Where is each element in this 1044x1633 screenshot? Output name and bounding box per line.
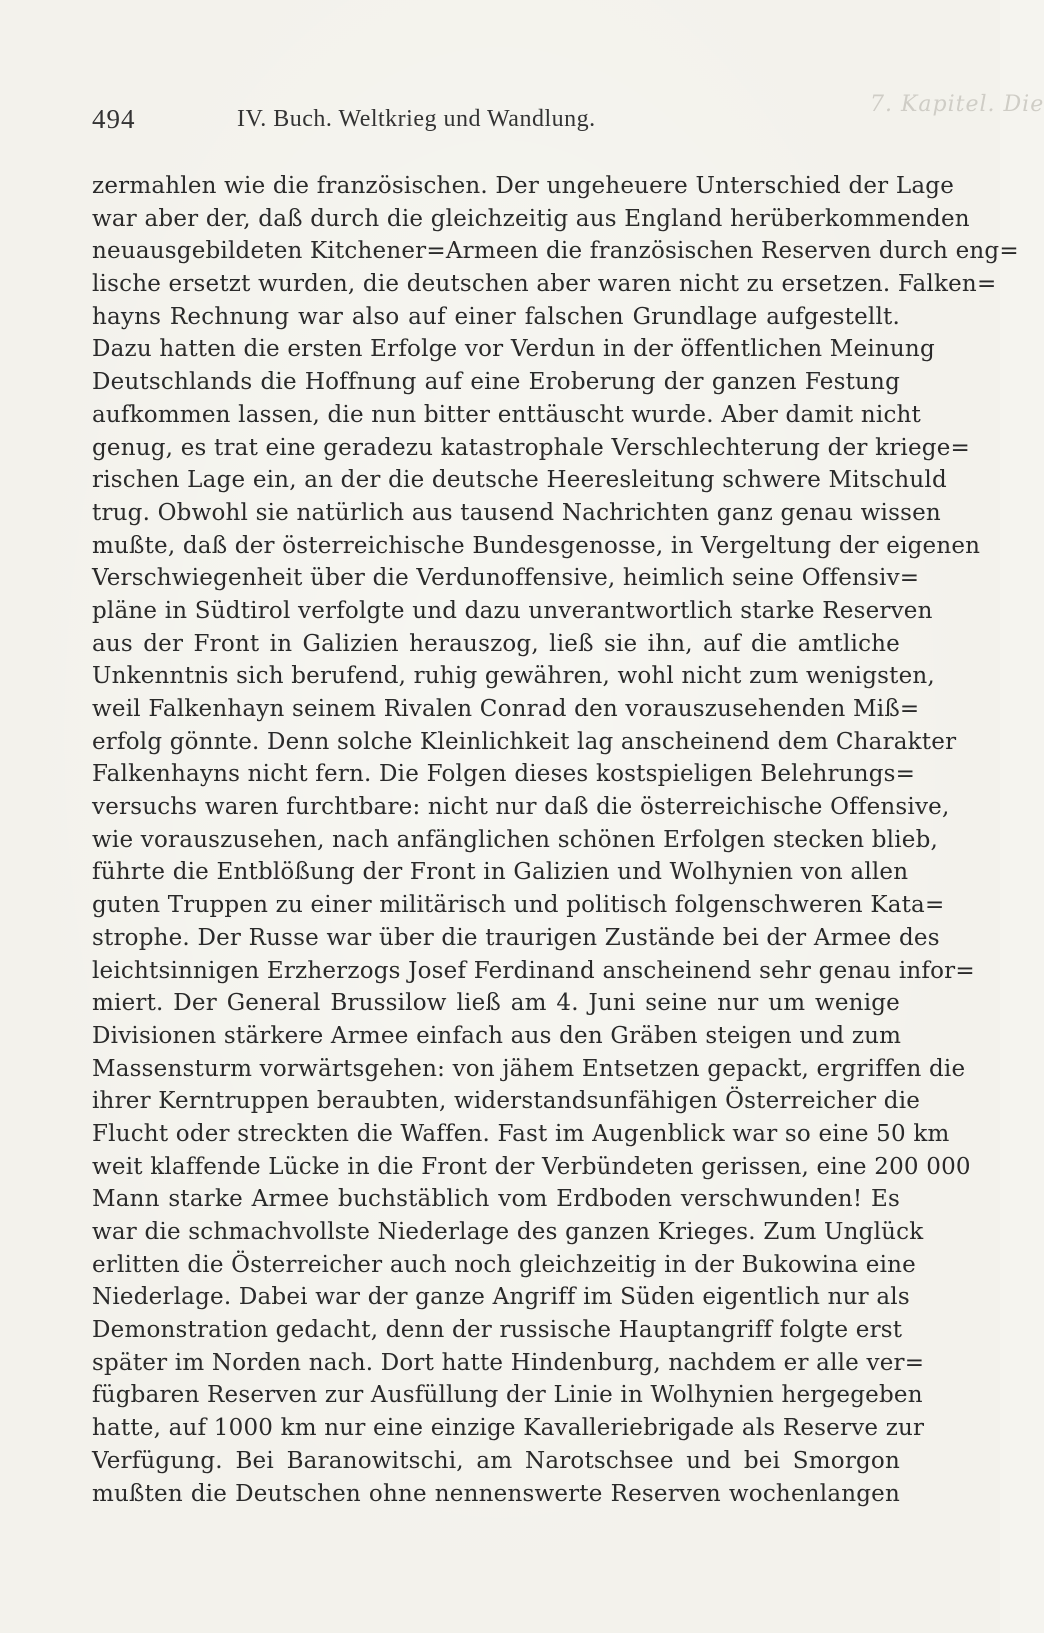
text-line: mußten die Deutschen ohne nennenswerte Reserven wochenlangen: [92, 1480, 900, 1507]
text-line: später im Norden nach. Dort hatte Hindenburg, nachdem er alle ver=: [92, 1349, 925, 1376]
page-header: [92, 104, 892, 140]
text-line: wie vorauszusehen, nach anfänglichen schönen Erfolgen stecken blieb,: [92, 826, 939, 853]
text-line: miert. Der General Brussilow ließ am 4. Juni seine nur um wenige: [92, 990, 900, 1017]
text-line: aus der Front in Galizien herauszog, ließ sie ihn, auf die amtliche: [92, 630, 900, 657]
text-line: versuchs waren furchtbare: nicht nur daß die österreichische Offensive,: [92, 794, 950, 821]
text-line: Flucht oder streckten die Waffen. Fast im Augenblick war so eine 50 km: [92, 1120, 950, 1147]
text-line: Falkenhayns nicht fern. Die Folgen dieses kostspieligen Belehrungs=: [92, 761, 916, 788]
text-line: fügbaren Reserven zur Ausfüllung der Linie in Wolhynien hergegeben: [92, 1382, 923, 1409]
text-line: Mann starke Armee buchstäblich vom Erdboden verschwunden! Es: [92, 1186, 900, 1213]
text-line: Niederlage. Dabei war der ganze Angriff im Süden eigentlich nur als: [92, 1284, 910, 1311]
text-line: weil Falkenhayn seinem Rivalen Conrad den vorauszusehenden Miß=: [92, 696, 920, 722]
text-line: guten Truppen zu einer militärisch und politisch folgenschweren Kata=: [92, 892, 945, 919]
text-line: Massensturm vorwärtsgehen: von jähem Entsetzen gepackt, ergriffen die: [92, 1055, 966, 1082]
text-line: aufkommen lassen, die nun bitter enttäuscht wurde. Aber damit nicht: [92, 401, 921, 428]
text-line: Unkenntnis sich berufend, ruhig gewähren, wohl nicht zum wenigsten,: [92, 663, 935, 690]
text-line: Verschwiegenheit über die Verdunoffensive, heimlich seine Offensiv=: [92, 565, 920, 592]
text-line: hayns Rechnung war also auf einer falschen Grundlage aufgestellt.: [92, 303, 900, 330]
text-line: neuausgebildeten Kitchener=Armeen die französischen Reserven durch eng=: [92, 238, 1019, 265]
text-line: weit klaffende Lücke in die Front der Verbündeten gerissen, eine 200 000: [92, 1153, 971, 1180]
text-line: erlitten die Österreicher auch noch gleichzeitig in der Bukowina eine: [92, 1251, 916, 1278]
bleed-through-text: 7. Kapitel. Die: [870, 92, 1044, 117]
text-line: mußte, daß der österreichische Bundesgenosse, in Vergeltung der eigenen: [92, 532, 981, 559]
text-line: Deutschlands die Hoffnung auf eine Eroberung der ganzen Festung: [92, 369, 900, 396]
text-line: hatte, auf 1000 km nur eine einzige Kavalleriebrigade als Reserve zur: [92, 1415, 925, 1442]
text-line: war aber der, daß durch die gleichzeitig aus England herüberkommenden: [92, 205, 970, 232]
text-line: pläne in Südtirol verfolgte und dazu unverantwortlich starke Reserven: [92, 597, 933, 624]
text-line: lische ersetzt wurden, die deutschen aber waren nicht zu ersetzen. Falken=: [92, 271, 997, 298]
text-line: strophe. Der Russe war über die traurigen Zustände bei der Armee des: [92, 924, 940, 951]
text-line: zermahlen wie die französischen. Der ungeheuere Unterschied der Lage: [92, 173, 955, 199]
text-line: Verfügung. Bei Baranowitschi, am Narotschsee und bei Smorgon: [92, 1447, 900, 1474]
text-line: führte die Entblößung der Front in Galizien und Wolhynien von allen: [92, 859, 909, 886]
text-line: trug. Obwohl sie natürlich aus tausend Nachrichten ganz genau wissen: [92, 499, 941, 526]
running-head: IV. Buch. Weltkrieg und Wandlung.: [237, 106, 596, 132]
text-line: erfolg gönnte. Denn solche Kleinlichkeit lag anscheinend dem Charakter: [92, 728, 957, 755]
text-line: rischen Lage ein, an der die deutsche Heeresleitung schwere Mitschuld: [92, 467, 947, 494]
text-line: war die schmachvollste Niederlage des ganzen Krieges. Zum Unglück: [92, 1219, 924, 1245]
text-line: leichtsinnigen Erzherzogs Josef Ferdinand anscheinend sehr genau infor=: [92, 957, 975, 984]
text-line: Divisionen stärkere Armee einfach aus den Gräben steigen und zum: [92, 1022, 902, 1049]
text-line: ihrer Kerntruppen beraubten, widerstandsunfähigen Österreicher die: [92, 1088, 921, 1115]
text-line: Dazu hatten die ersten Erfolge vor Verdun in der öffentlichen Meinung: [92, 336, 935, 363]
body-text: [92, 170, 1019, 1510]
text-line: genug, es trat eine geradezu katastrophale Verschlechterung der kriege=: [92, 434, 970, 461]
text-line: Demonstration gedacht, denn der russische Hauptangriff folgte erst: [92, 1317, 903, 1344]
page-number: 494: [92, 104, 136, 134]
